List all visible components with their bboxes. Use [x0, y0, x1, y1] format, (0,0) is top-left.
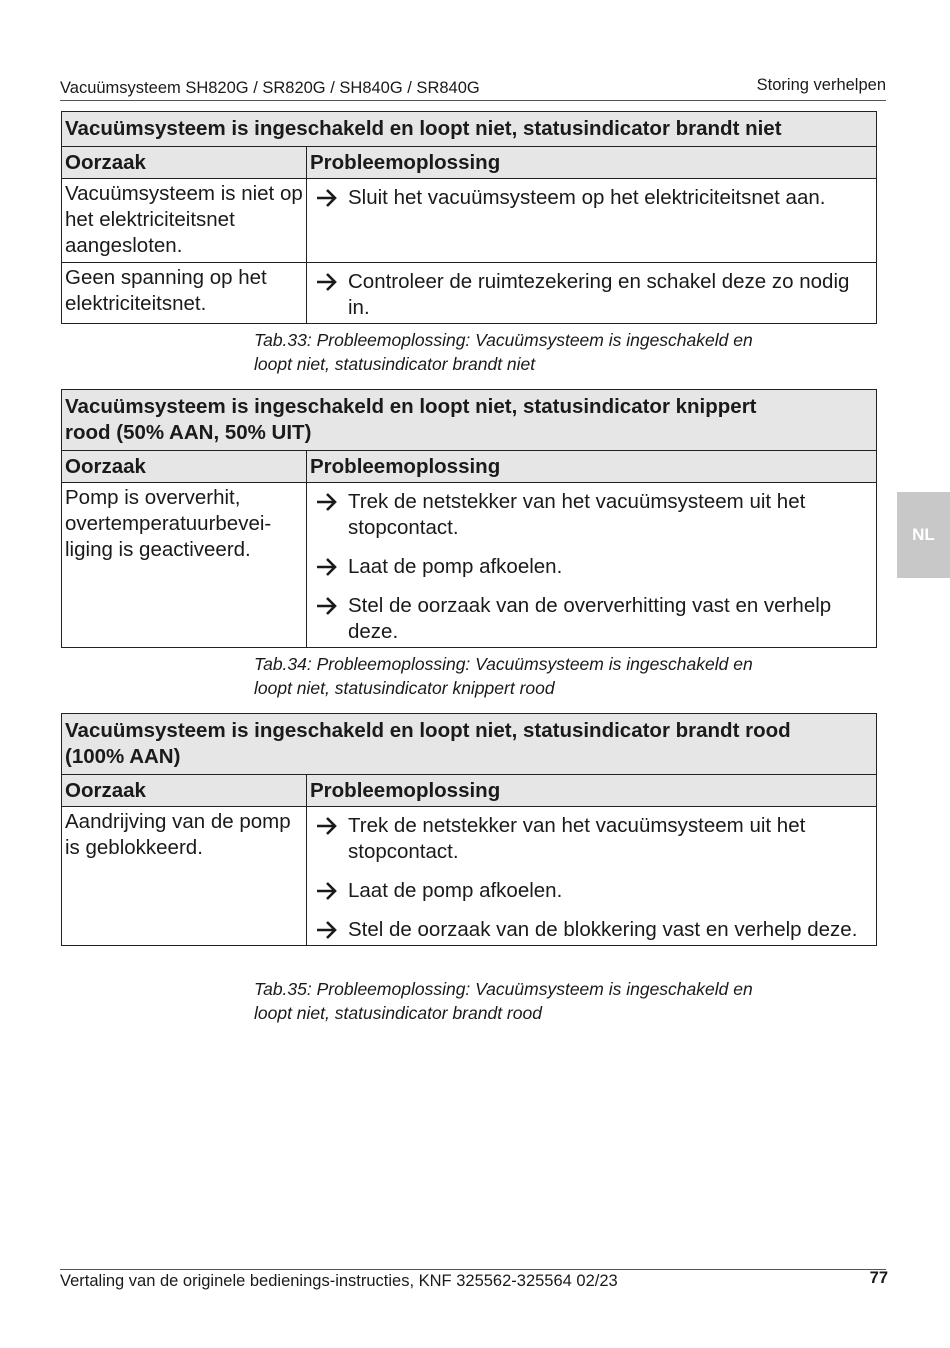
cause-cell: Aandrijving van de pomp is geblokkeerd.: [62, 807, 307, 946]
table-caption-33: [254, 329, 854, 376]
footer-text: Vertaling van de originele bedienings-instructies, KNF 325562-325564 02/23: [60, 1272, 618, 1290]
solution-step-text: Laat de pomp afkoelen.: [348, 879, 563, 902]
caption-line: loopt niet, statusindicator brandt niet: [254, 353, 536, 374]
solution-step: [310, 878, 873, 904]
table-title-line: Vacuümsysteem is ingeschakeld en loopt niet, statusindicator brandt rood: [65, 719, 791, 742]
arrow-right-icon: [310, 185, 348, 211]
table-row: [62, 179, 877, 263]
cause-cell: Geen spanning op het elektriciteitsnet.: [62, 263, 307, 324]
solution-cell: [307, 263, 877, 324]
solution-step-text: Laat de pomp afkoelen.: [348, 555, 563, 578]
solution-step: [310, 185, 873, 211]
solution-step-text: Controleer de ruimtezekering en schakel deze zo nodig in.: [348, 270, 850, 319]
table-caption-35: [254, 978, 854, 1025]
caption-line: loopt niet, statusindicator brandt rood: [254, 1002, 542, 1023]
solution-step-text: Sluit het vacuümsysteem op het elektriciteitsnet aan.: [348, 186, 826, 209]
page-number: 77: [869, 1269, 888, 1287]
cause-cell: Pomp is oververhit, overtemperatuurbevei- liging is geactiveerd.: [62, 483, 307, 648]
table-row: [62, 807, 877, 946]
column-header-solution: Probleemoplossing: [307, 775, 877, 807]
arrow-right-icon: [310, 917, 348, 943]
solution-step-text: Trek de netstekker van het vacuümsysteem uit het stopcontact.: [348, 814, 806, 863]
solution-step: [310, 593, 873, 645]
column-header-solution: Probleemoplossing: [307, 451, 877, 483]
table-title: Vacuümsysteem is ingeschakeld en loopt niet, statusindicator brandt niet: [62, 112, 877, 147]
solution-step: [310, 917, 873, 943]
footer-divider: [60, 1269, 886, 1270]
arrow-right-icon: [310, 878, 348, 904]
column-header-cause: Oorzaak: [62, 775, 307, 807]
solution-step-text: Stel de oorzaak van de oververhitting vast en verhelp deze.: [348, 594, 832, 643]
solution-step: [310, 813, 873, 865]
column-header-solution: Probleemoplossing: [307, 147, 877, 179]
troubleshooting-table-35: [61, 713, 877, 946]
solution-cell: [307, 807, 877, 946]
arrow-right-icon: [310, 269, 348, 321]
troubleshooting-table-34: [61, 389, 877, 648]
caption-line: Tab.35: Probleemoplossing: Vacuümsysteem is ingeschakeld en: [254, 979, 753, 999]
table-row: [62, 263, 877, 324]
solution-cell: [307, 483, 877, 648]
table-title: [62, 714, 877, 775]
language-tab: NL: [897, 492, 950, 578]
arrow-right-icon: [310, 489, 348, 541]
header-divider: [60, 100, 886, 101]
arrow-right-icon: [310, 593, 348, 645]
solution-step-text: Trek de netstekker van het vacuümsysteem uit het stopcontact.: [348, 490, 806, 539]
cause-cell: Vacuümsysteem is niet op het elektriciteitsnet aangesloten.: [62, 179, 307, 263]
running-header-title: Vacuümsysteem SH820G / SR820G / SH840G / SR840G: [60, 79, 480, 97]
solution-step: [310, 554, 873, 580]
caption-line: Tab.34: Probleemoplossing: Vacuümsysteem is ingeschakeld en: [254, 654, 753, 674]
table-title-line: rood (50% AAN, 50% UIT): [65, 421, 312, 444]
arrow-right-icon: [310, 554, 348, 580]
solution-step: [310, 269, 873, 321]
table-title-line: Vacuümsysteem is ingeschakeld en loopt niet, statusindicator knippert: [65, 395, 757, 418]
solution-cell: [307, 179, 877, 263]
troubleshooting-table-33: [61, 111, 877, 324]
column-header-cause: Oorzaak: [62, 147, 307, 179]
solution-step-text: Stel de oorzaak van de blokkering vast en verhelp deze.: [348, 918, 858, 941]
caption-line: Tab.33: Probleemoplossing: Vacuümsysteem is ingeschakeld en: [254, 330, 753, 350]
table-caption-34: [254, 653, 854, 700]
caption-line: loopt niet, statusindicator knippert rood: [254, 677, 555, 698]
table-title: [62, 390, 877, 451]
solution-step: [310, 489, 873, 541]
running-header-section: Storing verhelpen: [756, 76, 886, 94]
column-header-cause: Oorzaak: [62, 451, 307, 483]
table-row: [62, 483, 877, 648]
arrow-right-icon: [310, 813, 348, 865]
table-title-line: (100% AAN): [65, 745, 181, 768]
